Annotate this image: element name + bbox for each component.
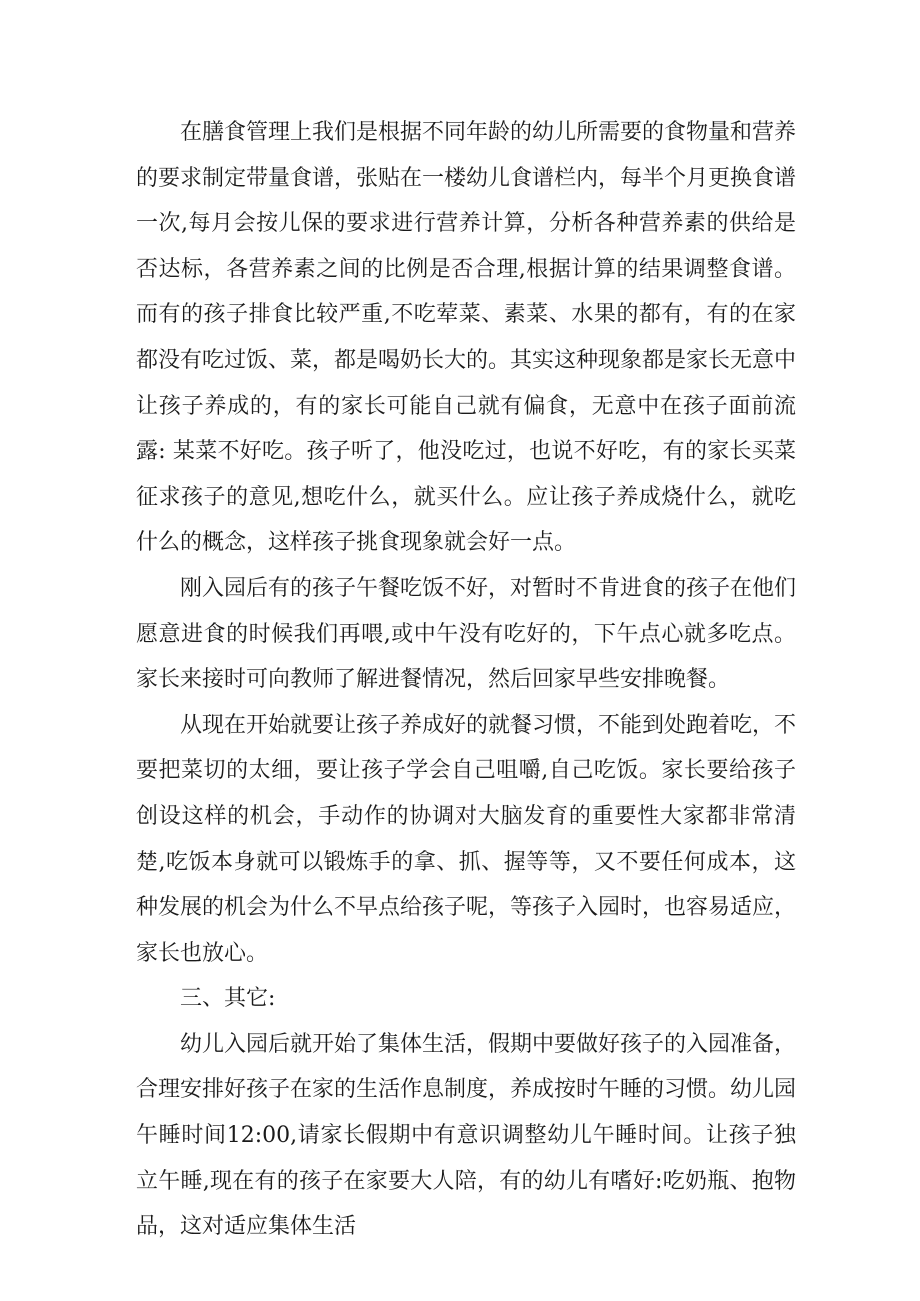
paragraph-group-life: 幼儿入园后就开始了集体生活，假期中要做好孩子的入园准备，合理安排好孩子在家的生活作息制度，养成按时午睡的习惯。幼儿园午睡时间12:00,请家长假期中有意识调整幼儿午睡时间。让孩子独立午睡,现在有的孩子在家要大人陪，有的幼儿有嗜好:吃奶瓶、抱物品，这对适应集体生活 xyxy=(136,1031,797,1240)
document-body xyxy=(136,110,796,1250)
section-heading-other: 三、其它: xyxy=(180,986,276,1012)
paragraph-eating-habits: 从现在开始就要让孩子养成好的就餐习惯，不能到处跑着吃，不要把菜切的太细，要让孩子学会自己咀嚼,自己吃饭。家长要给孩子创设这样的机会，手动作的协调对大脑发育的重要性大家都非常清楚,吃饭本身就可以锻炼手的拿、抓、握等等，又不要任何成本，这种发展的机会为什么不早点给孩子呢，等孩子入园时，也容易适应，家长也放心。 xyxy=(136,712,797,966)
paragraph-diet-management: 在膳食管理上我们是根据不同年龄的幼儿所需要的食物量和营养的要求制定带量食谱，张贴在一楼幼儿食谱栏内，每半个月更换食谱一次,每月会按儿保的要求进行营养计算，分析各种营养素的供给是否达标，各营养素之间的比例是否合理,根据计算的结果调整食谱。而有的孩子排食比较严重,不吃荤菜、素菜、水果的都有，有的在家都没有吃过饭、菜，都是喝奶长大的。其实这种现象都是家长无意中让孩子养成的，有的家长可能自己就有偏食，无意中在孩子面前流露: 某菜不好吃。孩子听了，他没吃过，也说不好吃，有的家长买菜征求孩子的意见,想吃什么，就买什么。应让孩子养成烧什么，就吃什么的概念，这样孩子挑食现象就会好一点。 xyxy=(136,120,797,556)
paragraph-lunch-adaptation: 刚入园后有的孩子午餐吃饭不好，对暂时不肯进食的孩子在他们愿意进食的时候我们再喂,或中午没有吃好的，下午点心就多吃点。家长来接时可向教师了解进餐情况，然后回家早些安排晚餐。 xyxy=(136,575,797,693)
